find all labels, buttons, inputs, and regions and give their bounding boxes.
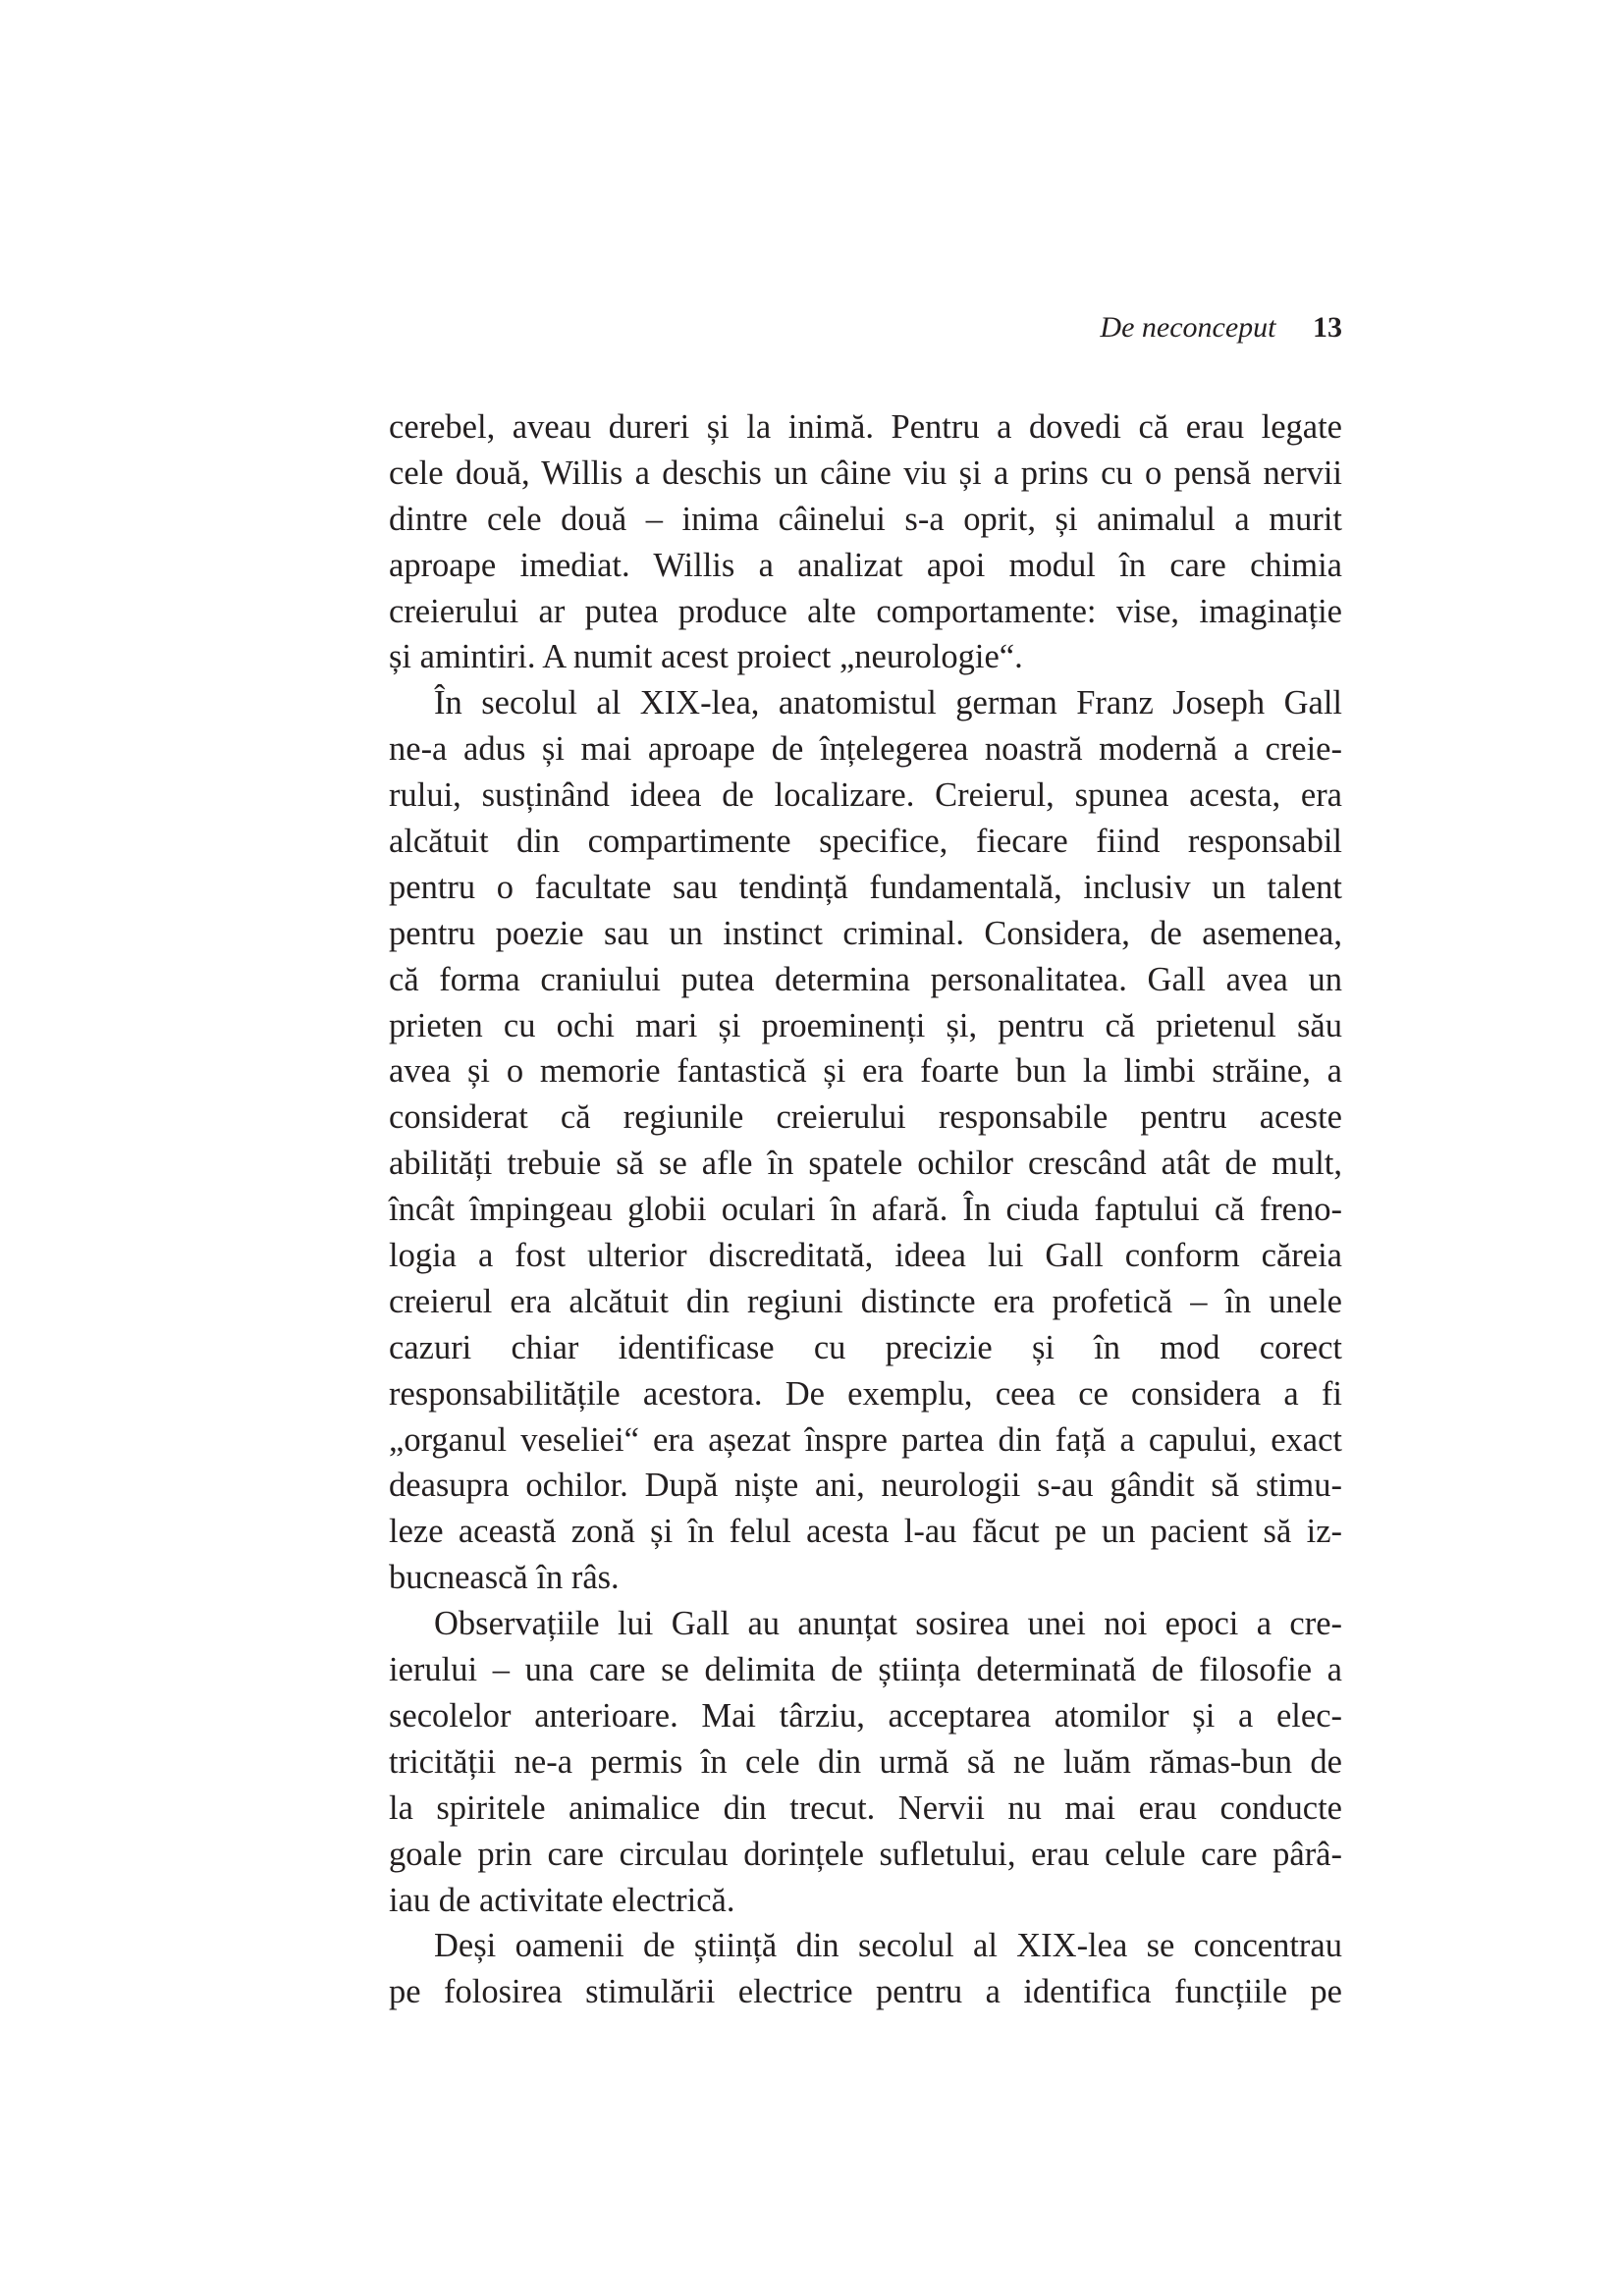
text-line: considerat că regiunile creierului responsabile pentru aceste (389, 1098, 1342, 1137)
text-line: ierului – una care se delimita de știința determinată de filosofie a (389, 1651, 1342, 1689)
text-line: pentru o facultate sau tendință fundamentală, inclusiv un talent (389, 868, 1342, 906)
text-line: ne-a adus și mai aproape de înțelegerea noastră modernă a creie- (389, 730, 1342, 769)
text-line: încât împingeau globii oculari în afară. În ciuda faptului că freno- (389, 1191, 1342, 1229)
running-title: De neconceput (1100, 311, 1276, 344)
text-line: avea și o memorie fantastică și era foarte bun la limbi străine, a (389, 1052, 1342, 1091)
text-line: deasupra ochilor. După niște ani, neurologii s-au gândit să stimu- (389, 1467, 1342, 1505)
text-line: leze această zonă și în felul acesta l-au făcut pe un pacient să iz- (389, 1513, 1342, 1551)
text-line: goale prin care circulau dorințele sufletului, erau celule care pârâ- (389, 1835, 1342, 1873)
text-line: aproape imediat. Willis a analizat apoi modul în care chimia (389, 546, 1342, 584)
text-line: „organul veseliei“ era așezat înspre partea din față a capului, exact (389, 1420, 1342, 1459)
paragraph (389, 1923, 1342, 2015)
text-line: dintre cele două – inima câinelui s-a oprit, și animalul a murit (389, 500, 1342, 538)
text-line: Observațiile lui Gall au anunțat sosirea unei noi epoci a cre- (434, 1605, 1342, 1643)
text-line: creierul era alcătuit din regiuni distincte era profetică – în unele (389, 1282, 1342, 1320)
text-line: abilități trebuie să se afle în spatele ochilor crescând atât de mult, (389, 1145, 1342, 1183)
text-line: În secolul al XIX-lea, anatomistul german Franz Joseph Gall (434, 684, 1342, 722)
text-line: alcătuit din compartimente specifice, fiecare fiind responsabil (389, 823, 1342, 861)
text-line: rului, susținând ideea de localizare. Creierul, spunea acesta, era (389, 776, 1342, 815)
text-line: responsabilitățile acestora. De exemplu, ceea ce considera a fi (389, 1374, 1342, 1413)
text-line: logia a fost ulterior discreditată, ideea lui Gall conform căreia (389, 1237, 1342, 1275)
text-line: iau de activitate electrică. (389, 1881, 735, 1919)
text-line: cazuri chiar identificase cu precizie și în mod corect (389, 1328, 1342, 1366)
paragraph (389, 1601, 1342, 1923)
text-line: și amintiri. A numit acest proiect „neurologie“. (389, 638, 1023, 676)
text-line: secolelor anterioare. Mai târziu, acceptarea atomilor și a elec- (389, 1696, 1342, 1735)
text-line: la spiritele animalice din trecut. Nervii nu mai erau conducte (389, 1789, 1342, 1827)
running-header (389, 306, 1342, 349)
text-line: tricității ne-a permis în cele din urmă să ne luăm rămas-bun de (389, 1742, 1342, 1781)
paragraph (389, 404, 1342, 680)
text-line: prieten cu ochi mari și proeminenți și, pentru că prietenul său (389, 1006, 1342, 1044)
text-line: Deși oamenii de știință din secolul al XIX-lea se concentrau (434, 1927, 1342, 1965)
text-line: creierului ar putea produce alte comportamente: vise, imaginație (389, 592, 1342, 630)
text-line: cele două, Willis a deschis un câine viu și a prins cu o pensă nervii (389, 454, 1342, 492)
body-text (389, 404, 1342, 2015)
text-line: că forma craniului putea determina personalitatea. Gall avea un (389, 960, 1342, 998)
paragraph (389, 680, 1342, 1601)
text-line: pe folosirea stimulării electrice pentru a identifica funcțiile pe (389, 1973, 1342, 2011)
text-line: bucnească în râs. (389, 1559, 620, 1597)
text-line: cerebel, aveau dureri și la inimă. Pentru a dovedi că erau legate (389, 408, 1342, 446)
page-number: 13 (1313, 311, 1342, 344)
text-line: pentru poezie sau un instinct criminal. Considera, de asemenea, (389, 914, 1342, 952)
